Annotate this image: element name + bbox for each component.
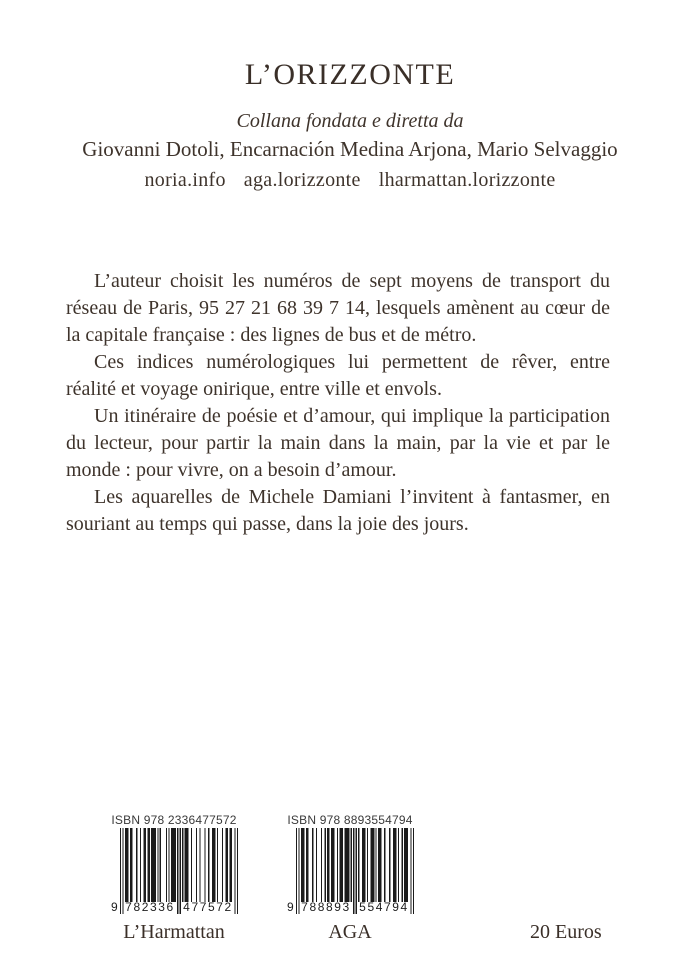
series-links — [0, 166, 700, 194]
ean-digit-group-1: 782336 — [125, 900, 175, 914]
link-noria: noria.info — [144, 169, 226, 191]
link-aga-lorizzonte: aga.lorizzonte — [243, 169, 361, 191]
publisher-name: AGA — [328, 921, 372, 943]
back-cover-blurb — [0, 268, 700, 538]
ean-digit-group-2: 554794 — [359, 900, 409, 914]
blurb-paragraph-3: Un itinéraire de poésie et d’amour, qui implique la participation du lecteur, pour partir la main dans la main, par la vie et par le monde : pour vivre, on a besoin d’amour. — [66, 405, 610, 481]
ean-digits — [110, 901, 238, 914]
ean-digit-first: 9 — [111, 900, 118, 914]
barcode-aga — [286, 812, 414, 942]
ean-digit-group-1: 788893 — [301, 900, 351, 914]
series-header — [0, 0, 700, 194]
series-subtitle: Collana fondata e diretta da — [236, 110, 464, 132]
ean-digit-group-2: 477572 — [183, 900, 233, 914]
footer — [0, 812, 700, 962]
barcode-lharmattan — [110, 812, 238, 942]
ean-digits — [286, 901, 414, 914]
ean13-bars — [286, 828, 414, 914]
isbn-label: ISBN 978 8893554794 — [287, 813, 413, 827]
series-editors: Giovanni Dotoli, Encarnación Medina Arjona, Mario Selvaggio — [82, 137, 618, 161]
blurb-paragraph-4: Les aquarelles de Michele Damiani l’invitent à fantasmer, en souriant au temps qui passe, dans la joie des jours. — [66, 486, 610, 535]
ean-digit-first: 9 — [287, 900, 294, 914]
blurb-paragraph-1: L’auteur choisit les numéros de sept moyens de transport du réseau de Paris, 95 27 21 68 39 7 14, lesquels amènent au cœur de la capitale française : des lignes de bus et de métro. — [66, 270, 610, 346]
ean13-bars — [110, 828, 238, 914]
link-lharmattan-lorizzonte: lharmattan.lorizzonte — [378, 169, 556, 191]
isbn-label: ISBN 978 2336477572 — [111, 813, 237, 827]
price: 20 Euros — [530, 921, 602, 943]
publisher-name: L’Harmattan — [123, 921, 225, 943]
blurb-paragraph-2: Ces indices numérologiques lui permettent de rêver, entre réalité et voyage onirique, entre ville et envols. — [66, 351, 610, 400]
series-title: L’ORIZZONTE — [244, 58, 456, 91]
